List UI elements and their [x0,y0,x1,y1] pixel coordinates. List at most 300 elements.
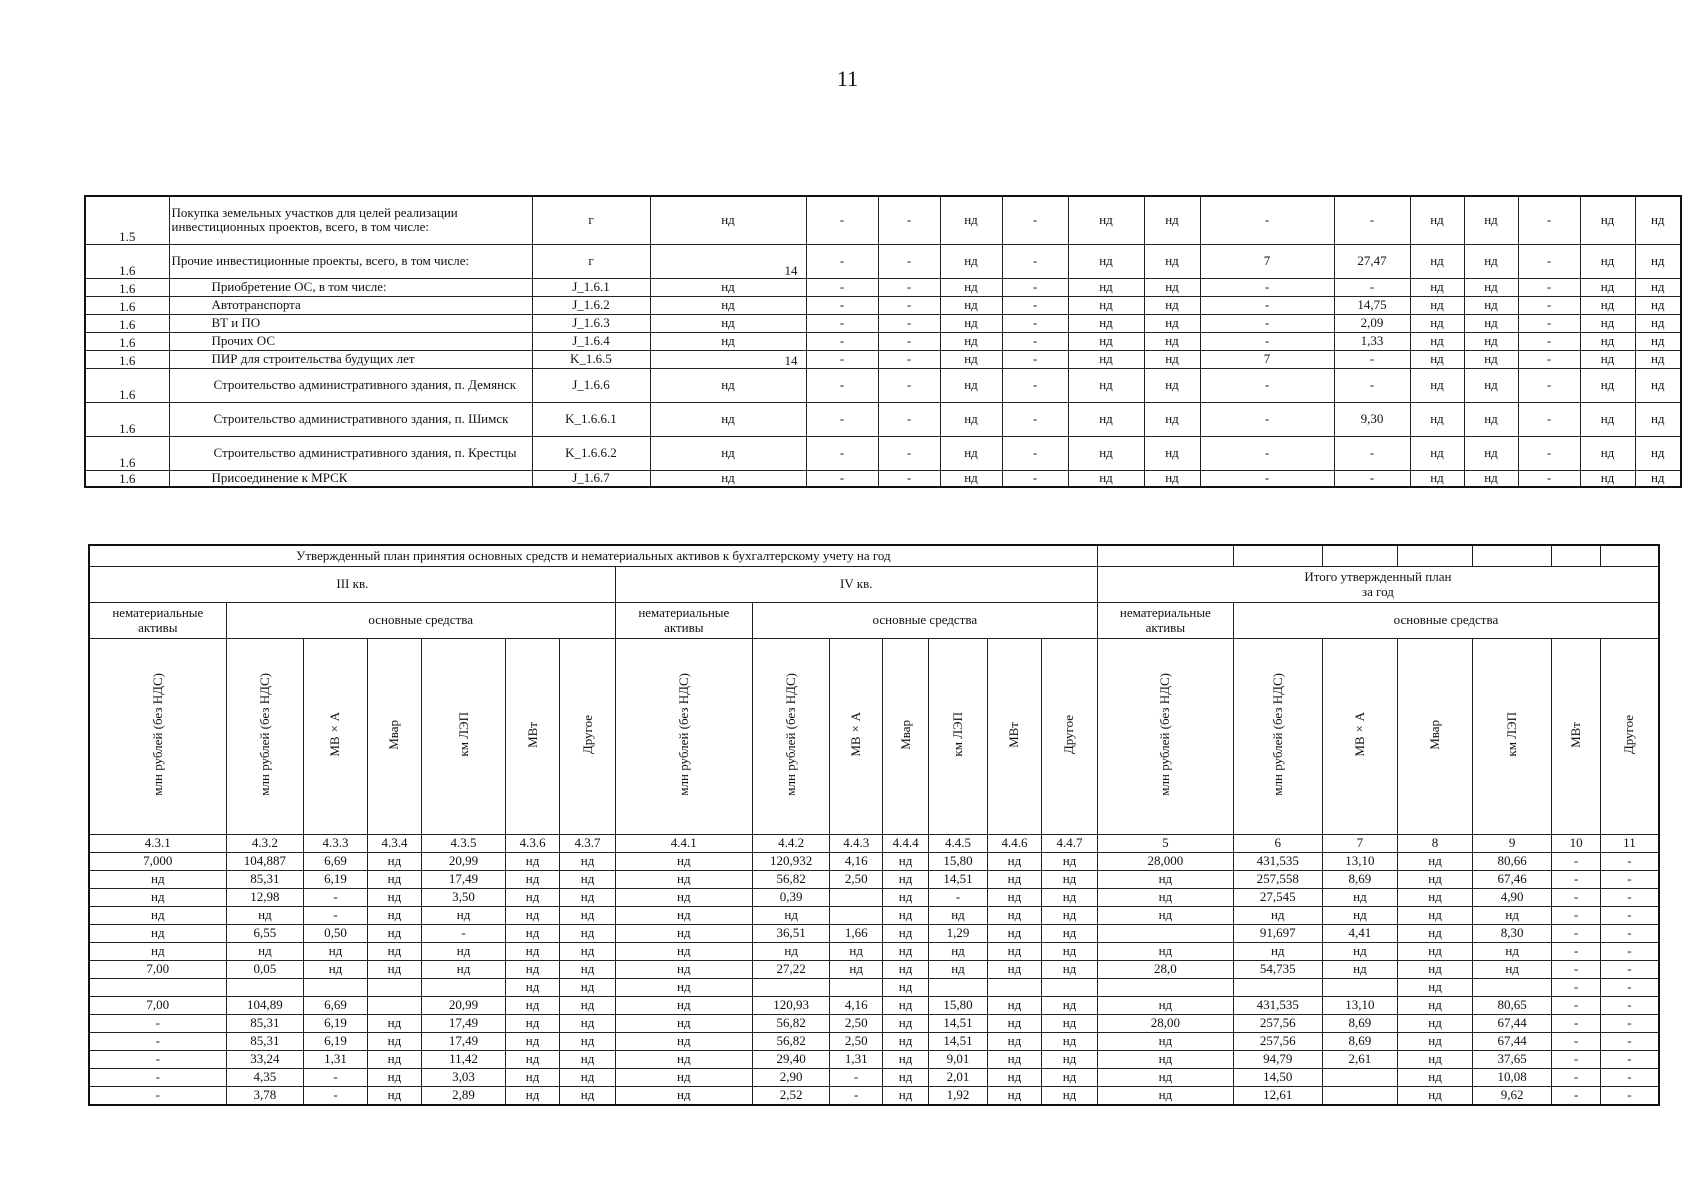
unit-label: МВт [524,721,540,748]
value-cell: нд [1097,1032,1233,1050]
value-cell: нд [1144,350,1200,368]
value-cell: нд [882,1050,928,1068]
value-cell: нд [1068,436,1144,470]
value-cell: нд [1322,960,1398,978]
row-code-cell: 1.6 [85,278,169,296]
value-cell: 2,50 [830,870,882,888]
value-cell: 6,19 [304,1032,368,1050]
value-cell: 28,00 [1097,1014,1233,1032]
value-cell: - [1600,1032,1659,1050]
value-cell: 4,41 [1322,924,1398,942]
table-row [85,470,1681,487]
value-cell: нд [1398,1068,1473,1086]
table-row [89,960,1659,978]
value-cell: 1,66 [830,924,882,942]
row-id-cell: K_1.6.6.1 [532,402,650,436]
value-cell: нд [929,960,987,978]
value-cell: 14,51 [929,870,987,888]
value-cell: нд [1464,368,1518,402]
row-id-cell: J_1.6.2 [532,296,650,314]
value-cell: нд [650,314,806,332]
value-cell: - [806,470,878,487]
value-cell: 14 [650,244,806,278]
value-cell: - [1002,436,1068,470]
value-cell: нд [1398,906,1473,924]
table-row [89,888,1659,906]
row-name-cell: Приобретение ОС, в том числе: [169,278,532,296]
table-row [85,368,1681,402]
unit-label: Другое [579,714,595,755]
value-cell: нд [615,852,752,870]
value-cell: нд [1464,402,1518,436]
value-cell: - [1552,1050,1600,1068]
value-cell: нд [1097,870,1233,888]
row-id-cell: K_1.6.6.2 [532,436,650,470]
value-cell: нд [422,960,506,978]
value-cell: 4,16 [830,852,882,870]
value-cell: нд [505,996,559,1014]
value-cell [987,978,1041,996]
value-cell: нд [882,852,928,870]
value-cell: 20,99 [422,852,506,870]
value-cell: 0,05 [226,960,304,978]
value-cell: 80,66 [1472,852,1552,870]
fixed-assets-header: основные средства [226,602,615,638]
value-cell: нд [752,942,830,960]
investment-projects-table [84,195,1682,488]
value-cell: 6,69 [304,852,368,870]
unit-header [89,638,226,834]
value-cell: нд [1144,368,1200,402]
table-row [85,436,1681,470]
value-cell: нд [929,906,987,924]
value-cell [1233,978,1322,996]
value-cell: - [1518,470,1580,487]
value-cell: 1,92 [929,1086,987,1105]
value-cell: 7 [1200,350,1334,368]
column-number-cell: 4.4.3 [830,834,882,852]
value-cell: - [1600,1086,1659,1105]
value-cell: - [1200,278,1334,296]
value-cell: нд [1472,960,1552,978]
value-cell: нд [505,870,559,888]
value-cell: нд [505,888,559,906]
value-cell: - [806,196,878,244]
value-cell: - [1552,870,1600,888]
value-cell: - [1200,368,1334,402]
value-cell: нд [560,1032,615,1050]
value-cell [1472,978,1552,996]
value-cell: нд [1144,402,1200,436]
total-header [1097,566,1659,602]
unit-label: Другое [1061,714,1077,755]
value-cell: нд [560,1068,615,1086]
value-cell: - [878,278,940,296]
value-cell: нд [1464,196,1518,244]
blank-cell [1322,545,1398,566]
unit-label: км ЛЭП [1504,712,1520,757]
value-cell: нд [1233,906,1322,924]
value-cell: - [1002,470,1068,487]
value-cell: 2,01 [929,1068,987,1086]
value-cell: 104,887 [226,852,304,870]
value-cell: 2,61 [1322,1050,1398,1068]
value-cell: 13,10 [1322,996,1398,1014]
value-cell: нд [1097,942,1233,960]
value-cell: - [1200,196,1334,244]
value-cell: 54,735 [1233,960,1322,978]
value-cell: 27,47 [1334,244,1410,278]
value-cell: - [878,296,940,314]
table-row [85,278,1681,296]
total-header-line2: за год [1361,584,1394,599]
value-cell: - [1002,296,1068,314]
value-cell: 6,19 [304,870,368,888]
value-cell: - [1600,870,1659,888]
value-cell: нд [650,470,806,487]
value-cell: 1,31 [830,1050,882,1068]
asset-acceptance-plan-table [88,544,1660,1106]
value-cell: - [1200,314,1334,332]
value-cell: - [89,1086,226,1105]
unit-header [1233,638,1322,834]
value-cell: - [1552,960,1600,978]
total-header-line1: Итого утвержденный план [1304,569,1452,584]
value-cell: нд [304,942,368,960]
value-cell [1042,978,1098,996]
value-cell: нд [560,1086,615,1105]
value-cell: нд [1580,296,1635,314]
blank-cell [1600,545,1659,566]
value-cell: нд [882,924,928,942]
value-cell: нд [1322,906,1398,924]
column-number-cell: 8 [1398,834,1473,852]
row-code-cell: 1.6 [85,436,169,470]
value-cell: 85,31 [226,1014,304,1032]
row-id-cell: K_1.6.5 [532,350,650,368]
value-cell: 29,40 [752,1050,830,1068]
table-row [89,1068,1659,1086]
unit-label: Мвар [897,719,913,750]
value-cell: нд [940,244,1002,278]
value-cell [367,978,421,996]
value-cell: нд [560,978,615,996]
value-cell: - [1518,368,1580,402]
value-cell: нд [367,1032,421,1050]
value-cell: нд [1398,960,1473,978]
value-cell: - [1552,906,1600,924]
table-row [89,870,1659,888]
value-cell: - [878,350,940,368]
value-cell: нд [1398,1050,1473,1068]
value-cell: нд [615,1032,752,1050]
value-cell: нд [940,402,1002,436]
value-cell: нд [1042,924,1098,942]
value-cell: - [1002,350,1068,368]
value-cell: 3,03 [422,1068,506,1086]
value-cell: 104,89 [226,996,304,1014]
value-cell: - [878,470,940,487]
value-cell: нд [1580,470,1635,487]
value-cell: 14 [650,350,806,368]
value-cell: нд [226,906,304,924]
value-cell: нд [1410,196,1464,244]
value-cell: нд [1042,888,1098,906]
value-cell [367,996,421,1014]
unit-header [1322,638,1398,834]
value-cell: нд [505,1014,559,1032]
value-cell: - [1600,1014,1659,1032]
unit-header [1600,638,1659,834]
table2-title: Утвержденный план принятия основных средств и нематериальных активов к бухгалтерскому учету на год [89,545,1097,566]
value-cell: нд [1580,196,1635,244]
value-cell: нд [882,1068,928,1086]
value-cell: 2,89 [422,1086,506,1105]
value-cell: 15,80 [929,852,987,870]
value-cell: нд [1068,296,1144,314]
value-cell: нд [1042,960,1098,978]
value-cell: нд [505,1086,559,1105]
column-number-cell: 4.3.2 [226,834,304,852]
value-cell: - [1600,960,1659,978]
value-cell: нд [367,1068,421,1086]
value-cell: нд [615,960,752,978]
row-code-cell: 1.6 [85,332,169,350]
unit-label: млн рублей (без НДС) [256,673,272,796]
value-cell: 4,35 [226,1068,304,1086]
value-cell: 37,65 [1472,1050,1552,1068]
value-cell: нд [882,870,928,888]
value-cell: нд [367,906,421,924]
value-cell: нд [650,296,806,314]
value-cell: - [1552,1014,1600,1032]
value-cell: - [878,368,940,402]
value-cell: - [1518,436,1580,470]
value-cell: нд [1144,196,1200,244]
unit-label: млн рублей (без НДС) [783,673,799,796]
value-cell: - [1200,402,1334,436]
value-cell: нд [882,1014,928,1032]
value-cell: - [806,278,878,296]
value-cell: 33,24 [226,1050,304,1068]
value-cell: нд [560,888,615,906]
unit-header [560,638,615,834]
value-cell: - [1002,314,1068,332]
column-number-cell: 4.4.2 [752,834,830,852]
value-cell: нд [422,942,506,960]
value-cell: - [1334,368,1410,402]
value-cell: нд [1464,332,1518,350]
value-cell: нд [367,960,421,978]
column-number-cell: 4.3.6 [505,834,559,852]
value-cell [830,978,882,996]
value-cell: 27,545 [1233,888,1322,906]
value-cell: 431,535 [1233,852,1322,870]
value-cell: нд [367,924,421,942]
value-cell: нд [1464,436,1518,470]
value-cell: нд [1398,888,1473,906]
value-cell: 56,82 [752,1014,830,1032]
value-cell: - [1600,942,1659,960]
value-cell: 56,82 [752,870,830,888]
value-cell: нд [615,1086,752,1105]
value-cell: нд [1042,1068,1098,1086]
value-cell: - [1600,906,1659,924]
value-cell: нд [1580,368,1635,402]
row-code-cell: 1.6 [85,350,169,368]
value-cell: 120,93 [752,996,830,1014]
value-cell [89,978,226,996]
value-cell: - [806,368,878,402]
column-number-cell: 4.4.4 [882,834,928,852]
row-name-cell: Автотранспорта [169,296,532,314]
value-cell: 7,000 [89,852,226,870]
value-cell: нд [1410,350,1464,368]
value-cell: нд [940,350,1002,368]
value-cell: 36,51 [752,924,830,942]
value-cell: нд [1410,470,1464,487]
value-cell [226,978,304,996]
unit-label: млн рублей (без НДС) [675,673,691,796]
unit-label: МВ×А [1351,712,1367,757]
column-number-cell: 4.4.5 [929,834,987,852]
value-cell: нд [1042,1014,1098,1032]
value-cell: 120,932 [752,852,830,870]
value-cell: нд [1068,278,1144,296]
value-cell: нд [987,924,1041,942]
value-cell: 56,82 [752,1032,830,1050]
unit-label: млн рублей (без НДС) [1269,673,1285,796]
value-cell: нд [1464,244,1518,278]
row-name-cell: Прочие инвестиционные проекты, всего, в том числе: [169,244,532,278]
table-row [89,1032,1659,1050]
value-cell: нд [560,1014,615,1032]
value-cell: 6,55 [226,924,304,942]
value-cell: - [1600,1050,1659,1068]
intangible-assets-header: нематериальные активы [89,602,226,638]
value-cell: 17,49 [422,1032,506,1050]
value-cell: 85,31 [226,1032,304,1050]
value-cell: нд [1410,296,1464,314]
value-cell: нд [615,906,752,924]
value-cell: нд [940,368,1002,402]
value-cell: - [878,196,940,244]
value-cell: - [1334,470,1410,487]
value-cell: 85,31 [226,870,304,888]
row-code-cell: 1.6 [85,402,169,436]
column-number-cell: 9 [1472,834,1552,852]
value-cell: нд [367,1014,421,1032]
row-id-cell: г [532,196,650,244]
value-cell: нд [1635,296,1681,314]
value-cell: 80,65 [1472,996,1552,1014]
value-cell: нд [987,960,1041,978]
value-cell: 257,56 [1233,1014,1322,1032]
value-cell: 9,62 [1472,1086,1552,1105]
value-cell: нд [650,196,806,244]
value-cell: 1,33 [1334,332,1410,350]
value-cell: - [1002,368,1068,402]
value-cell: - [1518,278,1580,296]
value-cell: нд [882,996,928,1014]
value-cell: нд [1398,1086,1473,1105]
value-cell [830,906,882,924]
value-cell: нд [987,1086,1041,1105]
value-cell: нд [367,942,421,960]
value-cell: - [1002,196,1068,244]
value-cell: - [1200,470,1334,487]
value-cell: нд [882,978,928,996]
value-cell: - [1552,1032,1600,1050]
value-cell: 20,99 [422,996,506,1014]
value-cell: нд [1398,996,1473,1014]
value-cell: 11,42 [422,1050,506,1068]
unit-header [1552,638,1600,834]
value-cell: - [1552,924,1600,942]
value-cell: нд [1580,278,1635,296]
fixed-assets-header: основные средства [1233,602,1659,638]
unit-label: км ЛЭП [455,712,471,757]
value-cell: 91,697 [1233,924,1322,942]
row-id-cell: J_1.6.3 [532,314,650,332]
value-cell: 431,535 [1233,996,1322,1014]
value-cell: 2,50 [830,1032,882,1050]
value-cell: 0,50 [304,924,368,942]
value-cell: нд [940,296,1002,314]
unit-header [1042,638,1098,834]
value-cell: 13,10 [1322,852,1398,870]
value-cell [304,978,368,996]
column-number-cell: 7 [1322,834,1398,852]
value-cell: нд [1042,996,1098,1014]
value-cell: нд [1097,996,1233,1014]
value-cell: нд [505,924,559,942]
value-cell: нд [505,852,559,870]
value-cell: 9,30 [1334,402,1410,436]
row-name-cell: Прочих ОС [169,332,532,350]
value-cell: 14,51 [929,1032,987,1050]
unit-label: млн рублей (без НДС) [149,673,165,796]
value-cell: 8,69 [1322,1014,1398,1032]
unit-header [830,638,882,834]
value-cell: нд [1042,1032,1098,1050]
row-code-cell: 1.6 [85,296,169,314]
row-code-cell: 1.5 [85,196,169,244]
value-cell: нд [1635,470,1681,487]
value-cell: нд [1068,196,1144,244]
value-cell: - [1002,332,1068,350]
value-cell: 28,0 [1097,960,1233,978]
value-cell: 6,19 [304,1014,368,1032]
value-cell [1322,978,1398,996]
value-cell: - [1552,942,1600,960]
blank-cell [1552,545,1600,566]
value-cell: нд [505,1032,559,1050]
value-cell: - [878,332,940,350]
value-cell: нд [1635,278,1681,296]
column-number-cell: 4.3.3 [304,834,368,852]
value-cell: нд [987,1068,1041,1086]
value-cell: - [1002,402,1068,436]
value-cell: нд [940,436,1002,470]
value-cell: нд [1042,906,1098,924]
value-cell: - [1600,996,1659,1014]
value-cell: нд [1464,314,1518,332]
unit-header [987,638,1041,834]
value-cell: нд [1410,244,1464,278]
value-cell: - [422,924,506,942]
value-cell: - [806,244,878,278]
